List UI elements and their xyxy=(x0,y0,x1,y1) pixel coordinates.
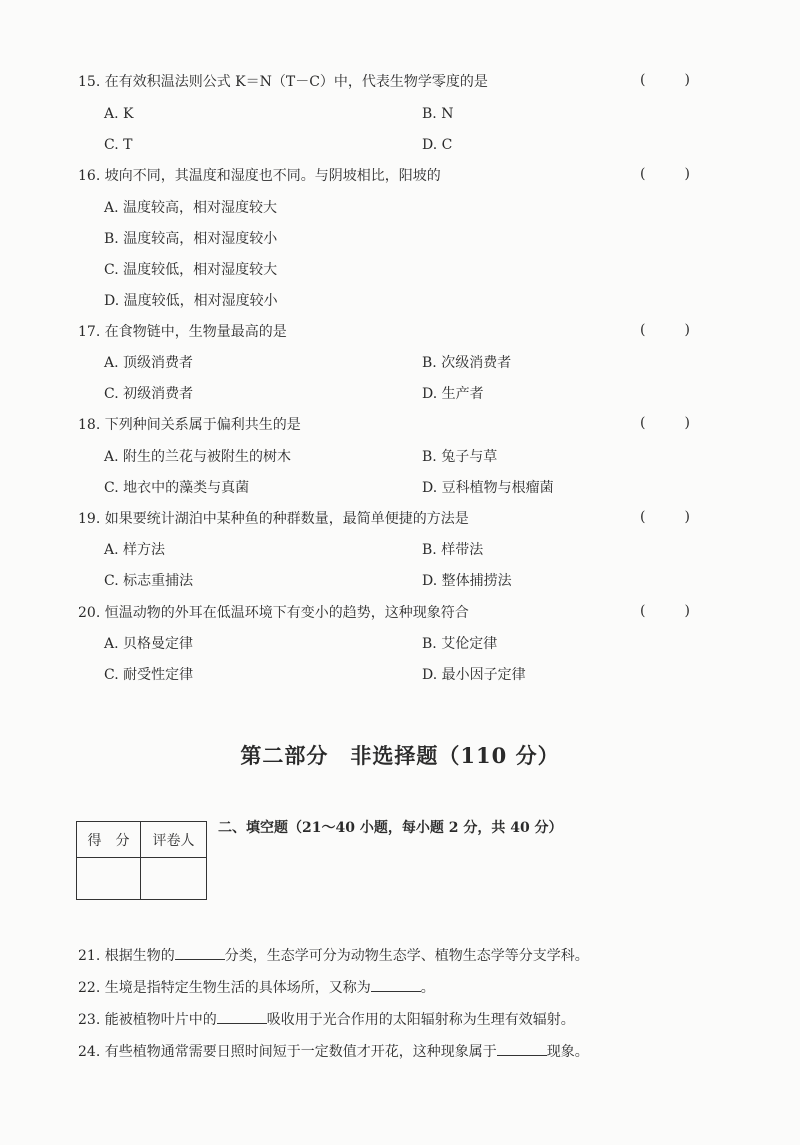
fill-item-21 xyxy=(78,945,589,966)
score-header: 得 分 xyxy=(77,822,141,858)
question-19-option-d: D. 整体捕捞法 xyxy=(422,573,512,589)
question-18-stem: 18. 下列种间关系属于偏利共生的是 xyxy=(78,417,301,433)
answer-paren-19 xyxy=(640,509,690,525)
question-16-option-b: B. 温度较高，相对湿度较小 xyxy=(104,231,278,247)
answer-blank[interactable] xyxy=(175,945,225,960)
question-19-option-b: B. 样带法 xyxy=(422,542,484,558)
paren-close: ) xyxy=(684,322,690,338)
question-20-option-d: D. 最小因子定律 xyxy=(422,667,526,683)
paren-close: ) xyxy=(684,72,690,88)
answer-blank[interactable] xyxy=(217,1009,267,1024)
question-20-stem: 20. 恒温动物的外耳在低温环境下有变小的趋势，这种现象符合 xyxy=(78,605,469,621)
question-15-option-a: A. K xyxy=(104,106,134,122)
question-19-stem: 19. 如果要统计湖泊中某种鱼的种群数量，最简单便捷的方法是 xyxy=(78,511,469,527)
answer-paren-15 xyxy=(640,72,690,88)
paren-open: ( xyxy=(640,166,646,182)
fill-in-section-heading: 二、填空题（21～40 小题，每小题 2 分，共 40 分） xyxy=(218,820,563,836)
question-19-option-c: C. 标志重捕法 xyxy=(104,573,194,589)
answer-paren-17 xyxy=(640,322,690,338)
fill-text-after: 分类，生态学可分为动物生态学、植物生态学等分支学科。 xyxy=(224,948,589,964)
question-20-option-c: C. 耐受性定律 xyxy=(104,667,194,683)
question-17-option-b: B. 次级消费者 xyxy=(422,355,512,371)
paren-close: ) xyxy=(684,415,690,431)
paren-open: ( xyxy=(640,72,646,88)
question-20-option-b: B. 艾伦定律 xyxy=(422,636,498,652)
question-15-option-c: C. T xyxy=(104,137,133,153)
paren-open: ( xyxy=(640,603,646,619)
fill-item-24 xyxy=(78,1041,589,1062)
fill-text-before: 22. 生境是指特定生物生活的具体场所，又称为 xyxy=(78,980,371,996)
fill-text-before: 23. 能被植物叶片中的 xyxy=(78,1012,217,1028)
question-15-option-b: B. N xyxy=(422,106,454,122)
answer-paren-18 xyxy=(640,415,690,431)
fill-text-before: 21. 根据生物的 xyxy=(78,948,175,964)
paren-close: ) xyxy=(684,509,690,525)
question-17-option-a: A. 顶级消费者 xyxy=(104,355,194,371)
fill-text-after: 现象。 xyxy=(546,1044,589,1060)
question-19-option-a: A. 样方法 xyxy=(104,542,166,558)
score-table xyxy=(76,821,207,900)
question-18-option-a: A. 附生的兰花与被附生的树木 xyxy=(104,449,292,465)
fill-text-after: 吸收用于光合作用的太阳辐射称为生理有效辐射。 xyxy=(266,1012,575,1028)
paren-close: ) xyxy=(684,166,690,182)
question-16-stem: 16. 坡向不同，其温度和湿度也不同。与阴坡相比，阳坡的 xyxy=(78,168,441,184)
question-18-option-c: C. 地衣中的藻类与真菌 xyxy=(104,480,250,496)
paren-open: ( xyxy=(640,509,646,525)
grader-cell[interactable] xyxy=(141,858,207,900)
answer-blank[interactable] xyxy=(371,977,421,992)
fill-text-before: 24. 有些植物通常需要日照时间短于一定数值才开花，这种现象属于 xyxy=(78,1044,497,1060)
question-17-stem: 17. 在食物链中，生物量最高的是 xyxy=(78,324,287,340)
answer-paren-16 xyxy=(640,166,690,182)
question-15-stem: 15. 在有效积温法则公式 K＝N（T－C）中，代表生物学零度的是 xyxy=(78,74,488,90)
part-two-title: 第二部分 非选择题（110 分） xyxy=(240,743,560,768)
paren-open: ( xyxy=(640,322,646,338)
question-15-option-d: D. C xyxy=(422,137,453,153)
grader-header: 评卷人 xyxy=(141,822,207,858)
fill-item-23 xyxy=(78,1009,575,1030)
paren-close: ) xyxy=(684,603,690,619)
answer-paren-20 xyxy=(640,603,690,619)
question-16-option-d: D. 温度较低，相对湿度较小 xyxy=(104,293,278,309)
score-cell[interactable] xyxy=(77,858,141,900)
question-16-option-c: C. 温度较低，相对湿度较大 xyxy=(104,262,278,278)
answer-blank[interactable] xyxy=(497,1041,547,1056)
fill-item-22 xyxy=(78,977,435,998)
question-17-option-d: D. 生产者 xyxy=(422,386,484,402)
question-16-option-a: A. 温度较高，相对湿度较大 xyxy=(104,200,278,216)
question-18-option-d: D. 豆科植物与根瘤菌 xyxy=(422,480,554,496)
question-18-option-b: B. 兔子与草 xyxy=(422,449,498,465)
paren-open: ( xyxy=(640,415,646,431)
fill-text-after: 。 xyxy=(420,980,435,996)
question-20-option-a: A. 贝格曼定律 xyxy=(104,636,194,652)
question-17-option-c: C. 初级消费者 xyxy=(104,386,194,402)
